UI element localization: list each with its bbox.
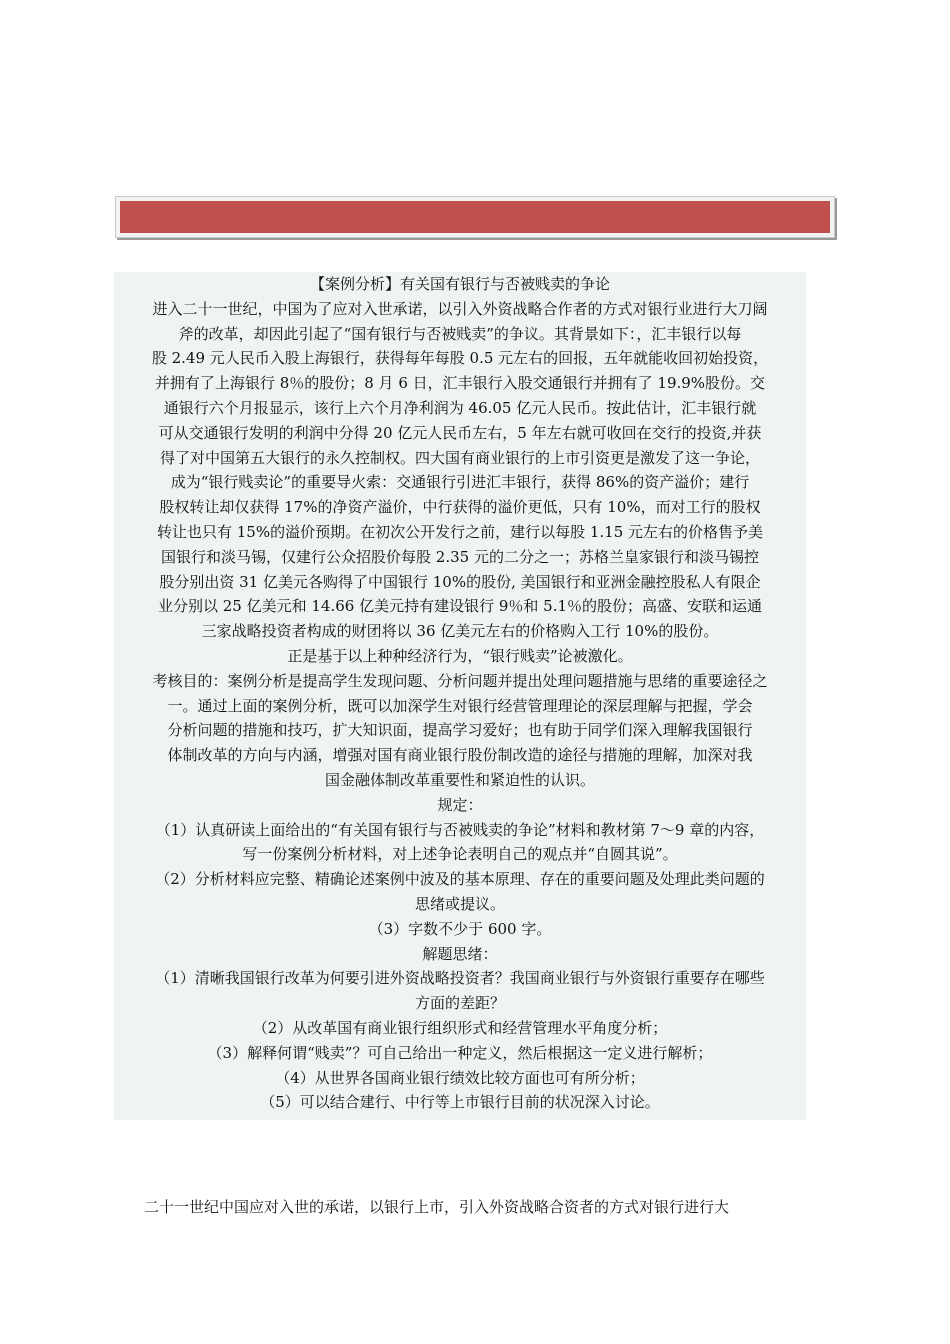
body-line: 通银行六个月报显示，该行上六个月净利润为 46.05 亿元人民币。按此估计，汇丰银行就 [163, 398, 757, 417]
body-line: 成为“银行贱卖论”的重要导火索：交通银行引进汇丰银行，获得 86%的资产溢价；建行 [170, 473, 750, 492]
banner-red-bar [120, 201, 830, 233]
case-panel [114, 272, 806, 1120]
requirement-line: （2）分析材料应完整、精确论述案例中波及的基本原理、存在的重要问题及处理此类问题的 [155, 870, 765, 889]
objective-line: 一。通过上面的案例分析，既可以加深学生对银行经营管理理论的深层理解与把握，学会 [167, 696, 753, 715]
hint-line: （1）清晰我国银行改革为何要引进外资战略投资者？我国商业银行与外资银行重要存在哪些 [155, 969, 765, 988]
body-line: 正是基于以上种种经济行为，“银行贱卖”论被激化。 [287, 646, 633, 665]
requirements-heading: 规定： [437, 795, 483, 814]
hint-line: 方面的差距？ [414, 994, 505, 1013]
requirement-line: （1）认真研读上面给出的“有关国有银行与否被贱卖的争论”材料和教材第 7～9 章的内容， [155, 820, 765, 839]
body-line: 转让也只有 15%的溢价预期。在初次公开发行之前，建行以每股 1.15 元左右的价格售予美 [156, 522, 764, 541]
hint-line: （4）从世界各国商业银行绩效比较方面也可有所分析； [275, 1068, 645, 1087]
body-line: 股分别出资 31 亿美元各购得了中国银行 10%的股份, 美国银行和亚洲金融控股私人有限企 [159, 572, 761, 591]
body-line: 并拥有了上海银行 8％的股份；8 月 6 日，汇丰银行入股交通银行并拥有了 19.9%股份。交 [154, 374, 766, 393]
body-line: 三家战略投资者构成的财团将以 36 亿美元左右的价格购入工行 10%的股份。 [201, 622, 719, 641]
body-line: 股权转让却仅获得 17%的净资产溢价，中行获得的溢价更低，只有 10%，而对工行的股权 [159, 498, 761, 517]
objective-line: 考核目的：案例分析是提高学生发现问题、分析问题并提出处理问题措施与思绪的重要途径之 [152, 671, 768, 690]
objective-line: 体制改革的方向与内涵，增强对国有商业银行股份制改造的途径与措施的理解，加深对我 [167, 746, 753, 765]
requirement-line: 写一份案例分析材料，对上述争论表明自己的观点并“自圆其说”。 [242, 845, 678, 864]
body-line: 可从交通银行发明的利润中分得 20 亿元人民币左右，5 年左右就可收回在交行的投资,并获 [158, 423, 762, 442]
hint-line: （3）解释何谓“贱卖”？可自己给出一种定义，然后根据这一定义进行解析； [207, 1043, 713, 1062]
objective-line: 分析问题的措施和技巧，扩大知识面，提高学习爱好；也有助于同学们深入理解我国银行 [167, 721, 753, 740]
body-line: 得了对中国第五大银行的永久控制权。四大国有商业银行的上市引资更是激发了这一争论， [159, 448, 760, 467]
requirement-line: 思绪或提议。 [414, 894, 505, 913]
requirement-line: （3）字数不少于 600 字。 [368, 919, 552, 938]
objective-line: 国金融体制改革重要性和紧迫性的认识。 [324, 770, 595, 789]
hints-heading: 解题思绪： [422, 944, 498, 963]
body-line: 国银行和淡马锡，仅建行公众招股价每股 2.35 元的二分之一；苏格兰皇家银行和淡马锡控 [161, 547, 759, 566]
section-banner [115, 196, 835, 238]
hint-line: （2）从改革国有商业银行组织形式和经营管理水平角度分析； [252, 1018, 668, 1037]
body-line: 股 2.49 元人民币入股上海银行，获得每年每股 0.5 元左右的回报，五年就能收回初始投资， [151, 349, 769, 368]
case-title: 【案例分析】有关国有银行与否被贱卖的争论 [309, 275, 610, 293]
footer-paragraph: 二十一世纪中国应对入世的承诺，以银行上市，引入外资战略合资者的方式对银行进行大 [144, 1198, 730, 1216]
body-line: 进入二十一世纪，中国为了应对入世承诺，以引入外资战略合作者的方式对银行业进行大刀阔 [152, 299, 768, 318]
hint-line: （5）可以结合建行、中行等上市银行目前的状况深入讨论。 [260, 1093, 660, 1112]
body-line: 业分别以 25 亿美元和 14.66 亿美元持有建设银行 9％和 5.1％的股份；高盛、安联和运通 [157, 597, 763, 616]
body-line: 斧的改革，却因此引起了“国有银行与否被贱卖”的争议。其背景如下：，汇丰银行以每 [178, 324, 742, 343]
